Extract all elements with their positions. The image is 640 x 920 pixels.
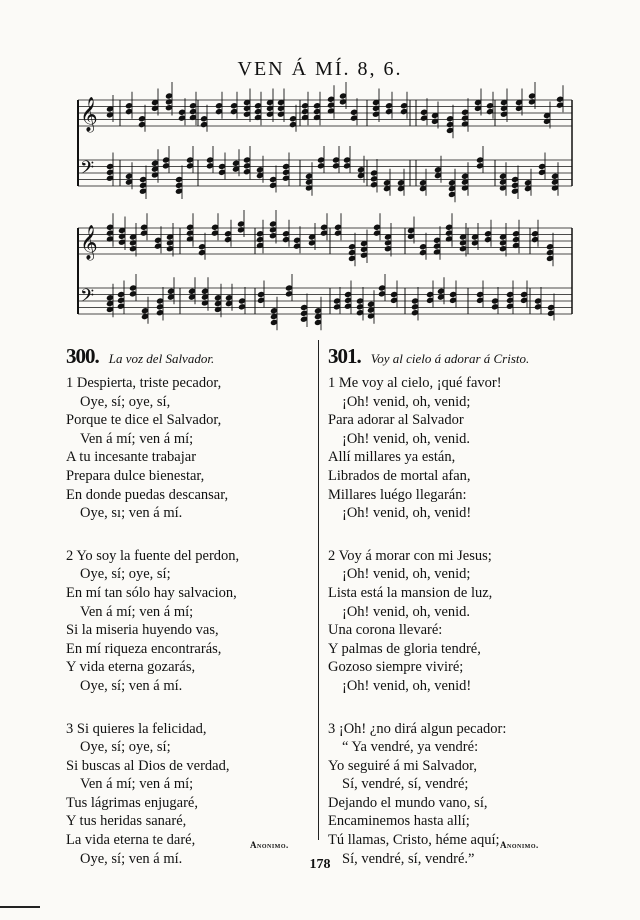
musical-score (0, 0, 640, 340)
verse-line: Millares luégo llegarán: (328, 486, 467, 503)
verse-line: Tú llamas, Cristo, héme aquí; (328, 832, 500, 849)
verse-line: ¡Oh! venid, oh, venid! (342, 677, 472, 694)
verse-line: Para adorar al Salvador (328, 412, 464, 429)
hymn-subtitle: Voy al cielo á adorar á Cristo. (370, 351, 530, 366)
treble-clef: 𝄞 (80, 225, 98, 260)
verse-line: 3 ¡Oh! ¿no dirá algun pecador: (328, 720, 507, 737)
stanza (328, 374, 572, 523)
verse-line: Oye, sí; ven á mí. (80, 850, 183, 867)
verse-line: Oye, sí; oye, sí, (80, 393, 171, 410)
hymn-tune-title: VEN Á MÍ. 8, 6. (237, 58, 403, 80)
stanza (66, 547, 312, 696)
author-attribution: Anonimo. (250, 840, 289, 850)
verse-line: Sí, vendré, sí, vendré; (342, 776, 469, 793)
verse-line: ¡Oh! venid, oh, venid; (342, 393, 471, 410)
verse-line: En mí tan sólo hay salvacion, (66, 584, 237, 601)
hymn-300 (66, 344, 312, 868)
verse-line: Yo seguiré á mi Salvador, (328, 757, 477, 774)
verse-line: En mí riqueza encontrarás, (66, 640, 222, 657)
bass-clef: 𝄢 (80, 286, 95, 311)
verse-line: 1 Despierta, triste pecador, (66, 375, 222, 391)
verse-line: Allí millares ya están, (328, 449, 456, 466)
verse-line: Y palmas de gloria tendré, (328, 640, 481, 657)
hymn-number: 301. (328, 344, 361, 368)
hymn-301 (328, 344, 572, 868)
verse-line: Una corona llevaré: (328, 622, 443, 639)
verse-line: La vida eterna te daré, (66, 832, 196, 849)
verse-line: Librados de mortal afan, (328, 467, 471, 484)
page-number: 178 (309, 857, 331, 872)
verse-line: Oye, sí; ven á mí. (80, 677, 183, 694)
verse-line: ¡Oh! venid, oh, venid. (342, 430, 471, 447)
verse-line: 1 Me voy al cielo, ¡qué favor! (328, 375, 502, 391)
verse-line: 2 Voy á morar con mi Jesus; (328, 547, 492, 564)
verse-line: Oye, sí; oye, sí; (80, 739, 171, 756)
verse-line: En donde puedas descansar, (66, 486, 229, 503)
verse-line: Tus lágrimas enjugaré, (66, 794, 198, 811)
verse-line: Porque te dice el Salvador, (66, 412, 222, 429)
treble-clef: 𝄞 (80, 97, 98, 132)
verse-line: 2 Yo soy la fuente del perdon, (66, 547, 240, 564)
verse-line: Ven á mí; ven á mí; (80, 430, 194, 447)
verse-line: Y tus heridas sanaré, (66, 813, 187, 830)
verse-line: Dejando el mundo vano, sí, (328, 794, 488, 811)
stanza (66, 374, 312, 523)
verse-line: Sí, vendré, sí, vendré.” (342, 850, 475, 867)
verse-line: “ Ya vendré, ya vendré: (342, 739, 479, 756)
verse-line: Gozoso siempre viviré; (328, 659, 464, 676)
verse-line: A tu incesante trabajar (66, 449, 197, 466)
verse-line: Encaminemos hasta allí; (328, 813, 470, 830)
hymn-number: 300. (66, 344, 99, 368)
page-edge-mark (0, 906, 40, 908)
verse-line: Lista está la mansion de luz, (328, 584, 493, 601)
verse-line: ¡Oh! venid, oh, venid! (342, 505, 472, 522)
hymn-header (328, 344, 572, 366)
hymn-subtitle: La voz del Salvador. (108, 351, 215, 366)
verse-line: 3 Si quieres la felicidad, (66, 720, 207, 737)
bass-clef: 𝄢 (80, 158, 95, 183)
hymn-header (66, 344, 312, 366)
verse-line: ¡Oh! venid, oh, venid; (342, 566, 471, 583)
column-divider (318, 340, 319, 840)
verse-line: Oye, sı; ven á mí. (80, 505, 183, 522)
verse-line: ¡Oh! venid, oh, venid. (342, 603, 471, 620)
verse-line: Prepara dulce bienestar, (66, 467, 205, 484)
verse-line: Oye, sí; oye, sí; (80, 566, 171, 583)
verse-line: Ven á mí; ven á mí; (80, 603, 194, 620)
verse-line: Si la miseria huyendo vas, (66, 622, 219, 639)
stanza (328, 547, 572, 696)
verse-line: Y vida eterna gozarás, (66, 659, 196, 676)
author-attribution: Anonimo. (500, 840, 539, 850)
verse-line: Ven á mí; ven á mí; (80, 776, 194, 793)
verse-line: Si buscas al Dios de verdad, (66, 757, 230, 774)
